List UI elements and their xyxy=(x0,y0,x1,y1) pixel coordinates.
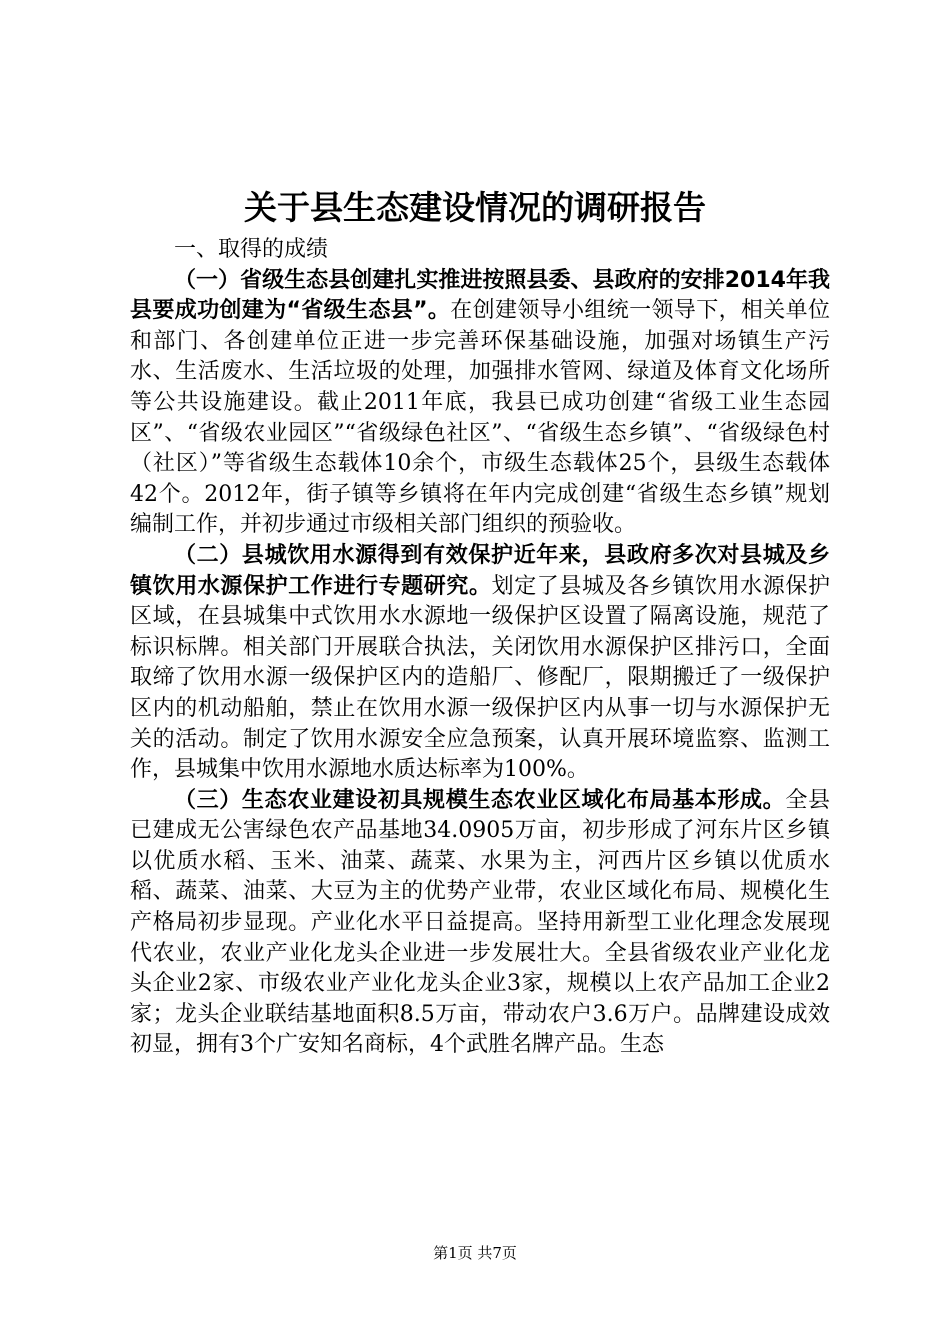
page-footer: 第1页 共7页 xyxy=(433,1244,517,1262)
document-title: 关于县生态建设情况的调研报告 xyxy=(244,188,706,227)
paragraph-2-text: 划定了县城及各乡镇饮用水源保护区域，在县城集中式饮用水水源地一级保护区设置了隔离设施，规范了标识标牌。相关部门开展联合执法，关闭饮用水源保护区排污口，全面取缔了饮用水源一级保护区内的造船厂、修配厂，限期搬迁了一级保护区内的机动船舶，禁止在饮用水源一级保护区内从事一切与水源保护无关的活动。制定了饮用水源安全应急预案，认真开展环境监察、监测工作，县城集中饮用水源地水质达标率为100%。 xyxy=(130,573,830,783)
section-heading: 一、取得的成绩 xyxy=(174,237,329,262)
paragraph-3-text: 全县已建成无公害绿色农产品基地34.0905万亩，初步形成了河东片区乡镇以优质水稻、玉米、油菜、蔬菜、水果为主，河西片区乡镇以优质水稻、蔬菜、油菜、大豆为主的优势产业带，农业区域化布局、规模化生产格局初步显现。产业化水平日益提高。坚持用新型工业化理念发展现代农业，农业产业化龙头企业进一步发展壮大。全县省级农业产业化龙头企业2家、市级农业产业化龙头企业3家，规模以上农产品加工企业2家；龙头企业联结基地面积8.5万亩，带动农户3.6万户。品牌建设成效初显，拥有3个广安知名商标，4个武胜名牌产品。生态 xyxy=(130,787,830,1058)
paragraph-1-heading: （一）省级生态县创建扎实推进按照县委、县政府的安排2014年我县要成功创建为“省级生态县”。 xyxy=(130,267,830,324)
paragraph-1-text: 在创建领导小组统一领导下，相关单位和部门、各创建单位正进一步完善环保基础设施，加强对场镇生产污水、生活废水、生活垃圾的处理，加强排水管网、绿道及体育文化场所等公共设施建设。截止2011年底，我县已成功创建“省级工业生态园区”、“省级农业园区”“省级绿色社区”、“省级生态乡镇”、“省级绿色村（社区）”等省级生态载体10余个，市级生态载体25个，县级生态载体42个。2012年，街子镇等乡镇将在年内完成创建“省级生态乡镇”规划编制工作，并初步通过市级相关部门组织的预验收。 xyxy=(130,298,830,538)
paragraph-2 xyxy=(130,541,830,786)
paragraph-2-heading: （二）县城饮用水源得到有效保护近年来，县政府多次对县城及乡镇饮用水源保护工作进行专题研究。 xyxy=(130,542,830,599)
paragraph-1 xyxy=(130,266,830,541)
paragraph-3 xyxy=(130,786,830,1061)
paragraph-3-heading: （三）生态农业建设初具规模生态农业区域化布局基本形成。 xyxy=(174,787,786,813)
document-body xyxy=(130,235,830,1061)
